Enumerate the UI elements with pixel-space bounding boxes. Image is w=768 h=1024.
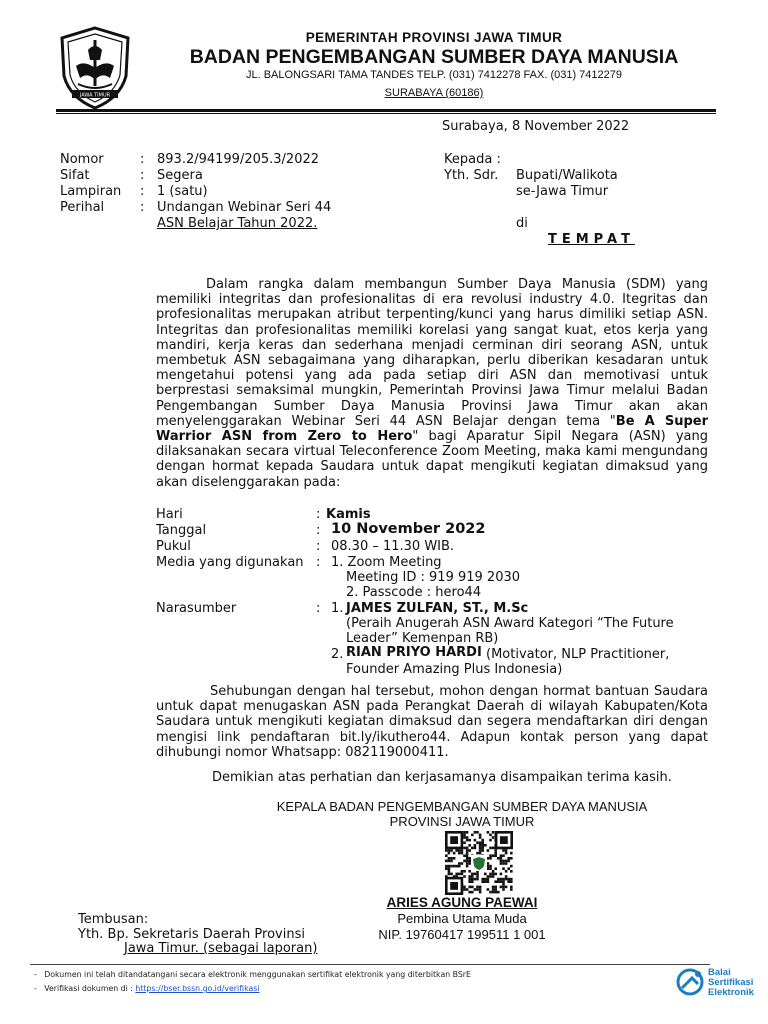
speaker-1-name: JAMES ZULFAN, ST., M.Sc xyxy=(346,601,529,616)
event-tanggal-value: 10 November 2022 xyxy=(331,521,486,537)
letterhead-divider-thick xyxy=(56,109,716,112)
signatory-province: PROVINSI JAWA TIMUR xyxy=(389,814,535,829)
meta-value-perihal-line2: ASN Belajar Tahun 2022. xyxy=(157,216,318,231)
bsre-logo-icon xyxy=(676,966,706,1000)
letterhead-address: JL. BALONGSARI TAMA TANDES TELP. (031) 7412278 FAX. (031) 7412279 xyxy=(245,69,623,81)
bsre-line1: Balai xyxy=(708,967,731,978)
speaker-1-number: 1. xyxy=(331,601,344,616)
speaker-2-number: 2. xyxy=(331,647,344,662)
event-colon: : xyxy=(316,523,321,538)
event-tanggal-label: Tanggal xyxy=(156,523,207,538)
signatory-rank: Pembina Utama Muda xyxy=(397,911,527,926)
footer-note-verify: - Verifikasi dokumen di : https://bser.bssn.go.id/verifikasi xyxy=(34,984,260,993)
meta-colon: : xyxy=(140,200,145,215)
letterhead-agency-name: BADAN PENGEMBANGAN SUMBER DAYA MANUSIA xyxy=(189,46,679,68)
recipient-kepada: Kepada : xyxy=(444,152,501,167)
event-colon: : xyxy=(316,601,321,616)
event-pukul-label: Pukul xyxy=(156,539,191,554)
letter-date: Surabaya, 8 November 2022 xyxy=(442,119,630,134)
signature-qr-code xyxy=(445,831,513,895)
event-hari-value: Kamis xyxy=(326,507,371,522)
intro-paragraph xyxy=(156,277,708,490)
event-colon: : xyxy=(316,539,321,554)
recipient-line1: Bupati/Walikota xyxy=(516,168,618,183)
speaker-2-desc-line1: (Motivator, NLP Practitioner, xyxy=(486,647,670,662)
footer-verify-label: Verifikasi dokumen di : xyxy=(44,984,133,993)
event-meeting-id: Meeting ID : 919 919 2030 xyxy=(346,570,521,585)
speaker-1-desc-line2: Leader” Kemenpan RB) xyxy=(346,631,499,646)
event-passcode: 2. Passcode : hero44 xyxy=(346,585,482,600)
intro-text-end: " bagi Aparatur Sipil Negara (ASN) yang dilaksanakan secara virtual Teleconference Zoom Meeting, maka kami mengundang dengan hormat kepada Saudara untuk dapat mengikuti kegiatan dimaksud yang akan diselenggarakan pada: xyxy=(156,429,708,490)
footer-note-esign-text: Dokumen ini telah ditandatangani secara elektronik menggunakan sertifikat elektronik yang diterbitkan BSrE xyxy=(44,970,471,979)
event-hari-label: Hari xyxy=(156,507,183,522)
bsre-name xyxy=(708,968,754,998)
meta-value-nomor: 893.2/94199/205.3/2022 xyxy=(157,152,320,167)
event-colon: : xyxy=(316,555,321,570)
letterhead-government-name: PEMERINTAH PROVINSI JAWA TIMUR xyxy=(305,30,563,45)
event-media-zoom: 1. Zoom Meeting xyxy=(331,555,442,570)
speaker-2-desc-line2: Founder Amazing Plus Indonesia) xyxy=(346,662,563,677)
intro-text: Dalam rangka dalam membangun Sumber Daya Manusia (SDM) yang memiliki integritas dan profesionalitas di era revolusi industry 4.0. Itegritas dan profesionalitas merupakan atribut terpenting/kunci yang harus dimiliki setiap ASN. Integritas dan profesionalitas memiliki korelasi yang sangat kuat, etos kerja yang mandiri, kerja keras dan sederhana menjadi cerminan diri seorang ASN, untuk membetuk ASN sebagaimana yang diharapkan, perlu diberikan kesadaran untuk mengetahui potensi yang ada pada setiap diri ASN dan memotivasi untuk berprestasi semaksimal mungkin, Pemerintah Provinsi Jawa Timur melalui Badan Pengembangan Sumber Daya Manusia Provinsi Jawa Timur akan akan menyelenggarakan Webinar Seri 44 ASN Belajar dengan tema " xyxy=(156,277,708,429)
svg-text:JAWA TIMUR: JAWA TIMUR xyxy=(79,92,111,99)
tembusan-line2: Jawa Timur. (sebagai laporan) xyxy=(124,941,318,956)
meta-value-lampiran: 1 (satu) xyxy=(157,184,208,199)
tembusan-line1: Yth. Bp. Sekretaris Daerah Provinsi xyxy=(78,927,305,942)
signatory-nip: NIP. 19760417 199511 1 001 xyxy=(378,927,546,942)
signatory-name: ARIES AGUNG PAEWAI xyxy=(386,895,538,910)
meta-value-perihal: Undangan Webinar Seri 44 xyxy=(157,200,332,215)
speaker-2-name: RIAN PRIYO HARDI xyxy=(346,645,482,660)
letterhead-divider-thin xyxy=(56,113,716,114)
meta-label-lampiran: Lampiran xyxy=(60,184,122,199)
signatory-title: KEPALA BADAN PENGEMBANGAN SUMBER DAYA MANUSIA xyxy=(276,799,648,814)
meta-value-sifat: Segera xyxy=(157,168,203,183)
event-media-label: Media yang digunakan xyxy=(156,555,304,570)
tembusan-label: Tembusan: xyxy=(78,912,149,927)
event-narasumber-label: Narasumber xyxy=(156,601,237,616)
bsre-line3: Elektronik xyxy=(708,987,754,998)
recipient-line2: se-Jawa Timur xyxy=(516,184,609,199)
footer-divider xyxy=(30,964,710,965)
meta-label-nomor: Nomor xyxy=(60,152,104,167)
event-pukul-value: 08.30 – 11.30 WIB. xyxy=(331,539,455,554)
recipient-yth: Yth. Sdr. xyxy=(444,168,499,183)
bsre-line2: Sertifikasi xyxy=(708,977,754,988)
letterhead-city: SURABAYA (60186) xyxy=(384,87,484,99)
meta-label-sifat: Sifat xyxy=(60,168,90,183)
speaker-1-desc-line1: (Peraih Anugerah ASN Award Kategori “The Future xyxy=(346,616,674,631)
verification-link[interactable]: https://bser.bssn.go.id/verifikasi xyxy=(135,984,260,993)
meta-colon: : xyxy=(140,184,145,199)
meta-colon: : xyxy=(140,152,145,167)
event-colon: : xyxy=(316,507,321,522)
footer-note-esign: - Dokumen ini telah ditandatangani secara elektronik menggunakan sertifikat elektronik yang diterbitkan BSrE xyxy=(34,970,471,979)
closing-paragraph: Sehubungan dengan hal tersebut, mohon dengan hormat bantuan Saudara untuk dapat menugaskan ASN pada Perangkat Daerah di wilayah Kabupaten/Kota Saudara untuk mengikuti kegiatan dimaksud dan segera mendaftarkan diri dengan mengisi link pendaftaran bit.ly/ikuthero44. Adapun kontak person yang dapat dihubungi nomor Whatsapp: 082119000411. xyxy=(156,684,708,760)
thanks-paragraph: Demikian atas perhatian dan kerjasamanya disampaikan terima kasih. xyxy=(212,770,672,785)
meta-label-perihal: Perihal xyxy=(60,200,105,215)
recipient-di: di xyxy=(516,216,528,231)
recipient-tempat: TEMPAT xyxy=(548,232,635,247)
meta-colon: : xyxy=(140,168,145,183)
webinar-theme: Be A Super Warrior ASN from Zero to Hero xyxy=(156,413,708,445)
